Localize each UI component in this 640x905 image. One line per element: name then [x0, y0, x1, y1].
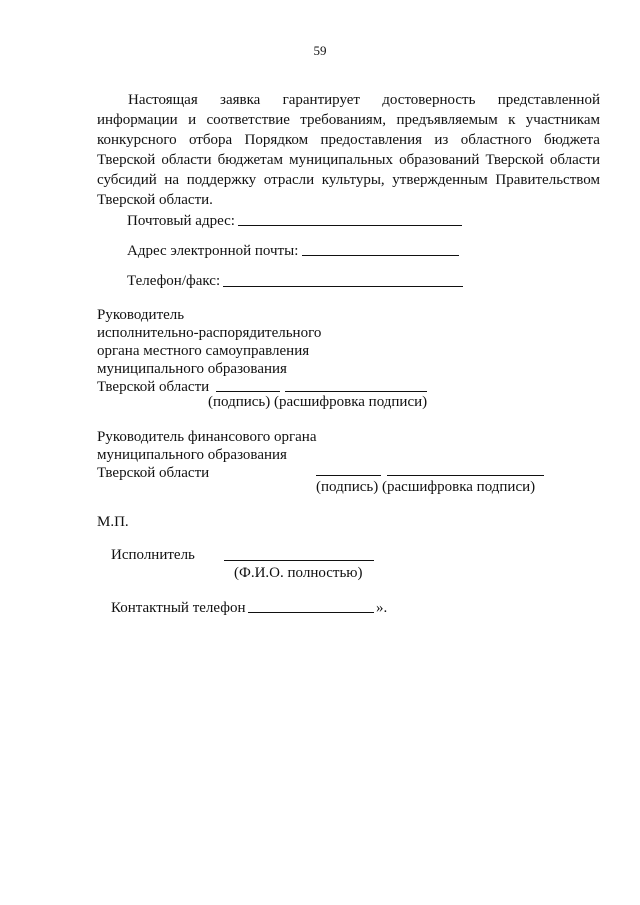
word: областного [460, 132, 532, 148]
contact-phone-line[interactable] [248, 612, 374, 613]
intro-line-3 [97, 130, 600, 150]
intro-line-2 [97, 110, 600, 130]
intro-paragraph [97, 90, 600, 210]
contact-phone-label: Контактный телефон [111, 600, 246, 616]
word: бюджетам [217, 152, 284, 168]
word: Тверской [97, 152, 156, 168]
word: утвержденным [392, 172, 488, 188]
word: Тверской [485, 152, 544, 168]
block-line: исполнительно-распорядительного [97, 325, 322, 341]
word: заявка [220, 92, 261, 108]
block-line: Тверской области [97, 379, 210, 395]
block-line: муниципального образования [97, 361, 287, 377]
finance-signature-line[interactable] [316, 475, 381, 476]
intro-line-6: Тверской области. [97, 192, 213, 208]
word: бюджета [544, 132, 600, 148]
block-line: Тверской области [97, 465, 210, 481]
phone-fax-field[interactable] [223, 286, 463, 287]
word: культуры, [321, 172, 385, 188]
word: области [549, 152, 600, 168]
word: отрасли [263, 172, 315, 188]
word: к [508, 112, 516, 128]
word: предоставления [320, 132, 423, 148]
word: отбора [188, 132, 233, 148]
intro-line-1 [97, 90, 600, 110]
word: участникам [525, 112, 600, 128]
block-line: муниципального образования [97, 447, 287, 463]
stamp-place: М.П. [97, 514, 129, 530]
intro-line-5 [97, 170, 600, 190]
word: Настоящая [128, 92, 198, 108]
postal-address-label: Почтовый адрес: [127, 213, 235, 229]
block-line: Руководитель [97, 307, 185, 323]
email-label: Адрес электронной почты: [127, 243, 299, 259]
word: гарантирует [282, 92, 360, 108]
executor-caption: (Ф.И.О. полностью) [234, 565, 363, 581]
word: субсидий [97, 172, 157, 188]
head-signature-line[interactable] [216, 391, 280, 392]
word: соответствие [206, 112, 290, 128]
finance-name-line[interactable] [387, 475, 544, 476]
block-line: Руководитель финансового органа [97, 429, 317, 445]
intro-line-4 [97, 150, 600, 170]
head-name-line[interactable] [285, 391, 427, 392]
word: муниципальных [289, 152, 393, 168]
closing-quote: ». [376, 600, 388, 616]
word: представленной [497, 92, 600, 108]
word: области [161, 152, 212, 168]
phone-fax-label: Телефон/факс: [127, 273, 221, 289]
email-field[interactable] [302, 255, 459, 256]
word: требованиям, [300, 112, 387, 128]
word: на [164, 172, 180, 188]
executor-label: Исполнитель [111, 547, 195, 563]
word: конкурсного [97, 132, 177, 148]
postal-address-field[interactable] [238, 225, 462, 226]
word: предъявляемым [396, 112, 498, 128]
head-signature-caption: (подпись) (расшифровка подписи) [208, 394, 428, 410]
page-number: 59 [313, 43, 327, 58]
word: Правительством [495, 172, 600, 188]
word: образований [399, 152, 480, 168]
word: и [188, 112, 197, 128]
finance-signature-caption: (подпись) (расшифровка подписи) [316, 479, 536, 495]
word: из [434, 132, 449, 148]
word: Порядком [244, 132, 309, 148]
word: информации [97, 112, 178, 128]
block-line: органа местного самоуправления [97, 343, 310, 359]
executor-name-line[interactable] [224, 560, 374, 561]
word: поддержку [186, 172, 257, 188]
word: достоверность [382, 92, 476, 108]
